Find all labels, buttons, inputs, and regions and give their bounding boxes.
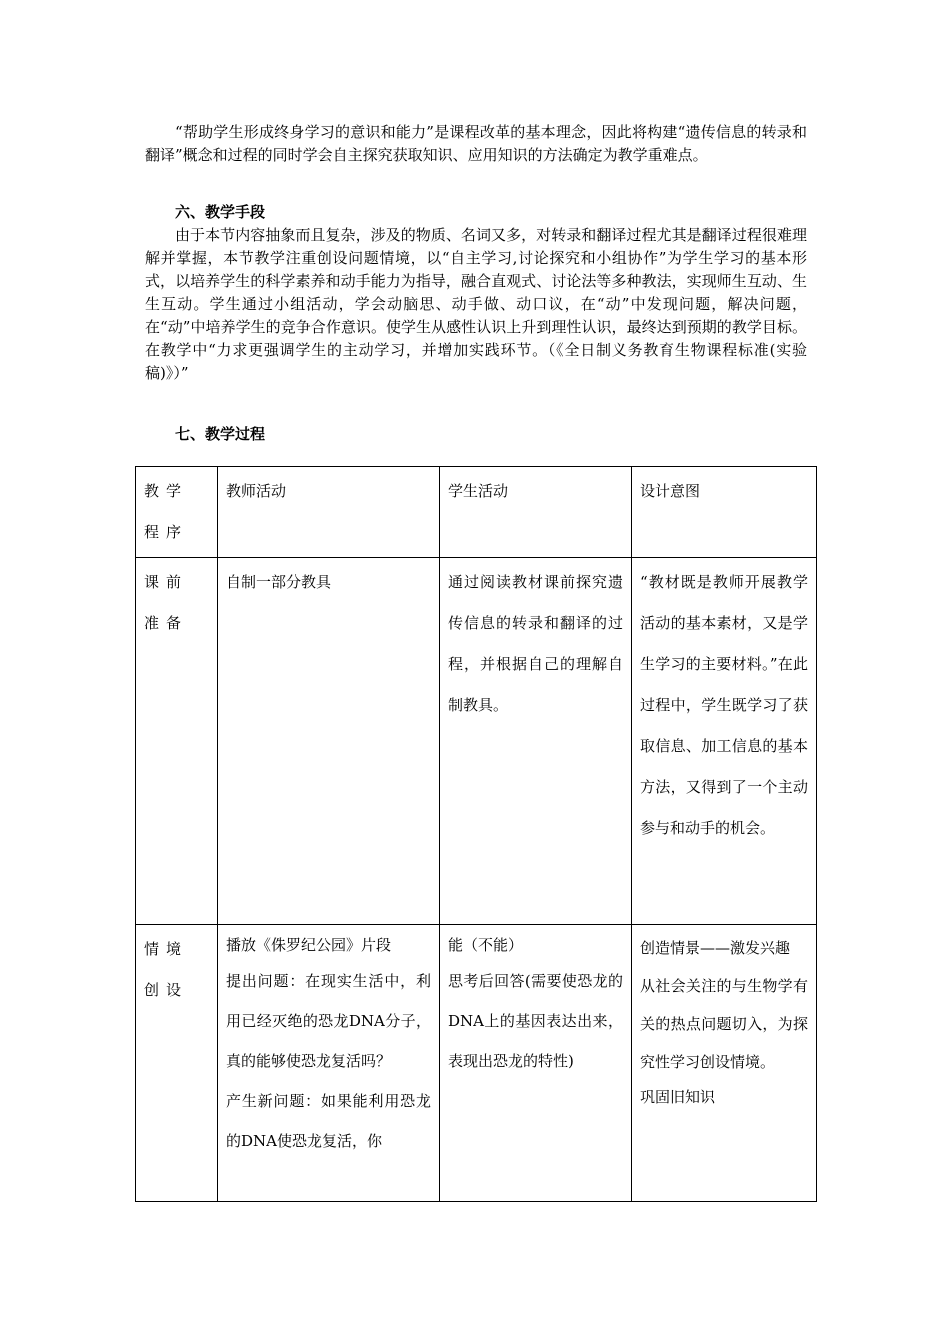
row-teacher: 自制一部分教具 [218, 558, 440, 925]
row-student: 能（不能） 思考后回答(需要使恐龙的DNA上的基因表达出来，表现出恐龙的特性) [440, 925, 632, 1202]
header-teacher: 教师活动 [218, 467, 440, 558]
table-row [136, 925, 817, 1202]
header-student: 学生活动 [440, 467, 632, 558]
row-student: 通过阅读教材课前探究遗传信息的转录和翻译的过程，并根据自己的理解自制教具。 [440, 558, 632, 925]
section-6-body: 由于本节内容抽象而且复杂，涉及的物质、名词又多，对转录和翻译过程尤其是翻译过程很难理解并掌握，本节教学注重创设问题情境，以“自主学习,讨论探究和小组协作”为学生学习的基本形式，以培养学生的科学素养和动手能力为指导，融合直观式、讨论法等多种教法，实现师生互动、生生互动。学生通过小组活动，学会动脑思、动手做、动口议，在“动”中发现问题，解决问题，在“动”中培养学生的竞争合作意识。使学生从感性认识上升到理性认识，最终达到预期的教学目标。在教学中“力求更强调学生的主动学习，并增加实践环节。（《全日制义务教育生物课程标准(实验稿)》）” [145, 226, 807, 382]
teaching-process-table [135, 466, 817, 1202]
row-intent: “教材既是教师开展教学活动的基本素材，又是学生学习的主要材料。”在此过程中，学生既学习了获取信息、加工信息的基本方法，又得到了一个主动参与和动手的机会。 [632, 558, 817, 925]
header-stage: 教学程序 [136, 467, 218, 558]
table-row [136, 558, 817, 925]
section-7-heading: 七、教学过程 [175, 425, 266, 443]
row-teacher: 播放《侏罗纪公园》片段 提出问题：在现实生活中，利用已经灭绝的恐龙DNA分子，真的能够使恐龙复活吗？ 产生新问题：如果能利用恐龙的DNA使恐龙复活，你 [218, 925, 440, 1202]
row-stage: 情境创设 [136, 925, 218, 1202]
row-intent: 创造情景——激发兴趣 从社会关注的与生物学有关的热点问题切入，为探究性学习创设情境。 巩固旧知识 [632, 925, 817, 1202]
header-intent: 设计意图 [632, 467, 817, 558]
section-6-heading: 六、教学手段 [175, 203, 266, 221]
intro-paragraph: “帮助学生形成终身学习的意识和能力”是课程改革的基本理念，因此将构建“遗传信息的转录和翻译”概念和过程的同时学会自主探究获取知识、应用知识的方法确定为教学重难点。 [145, 123, 807, 164]
table-header-row [136, 467, 817, 558]
row-stage: 课前准备 [136, 558, 218, 925]
